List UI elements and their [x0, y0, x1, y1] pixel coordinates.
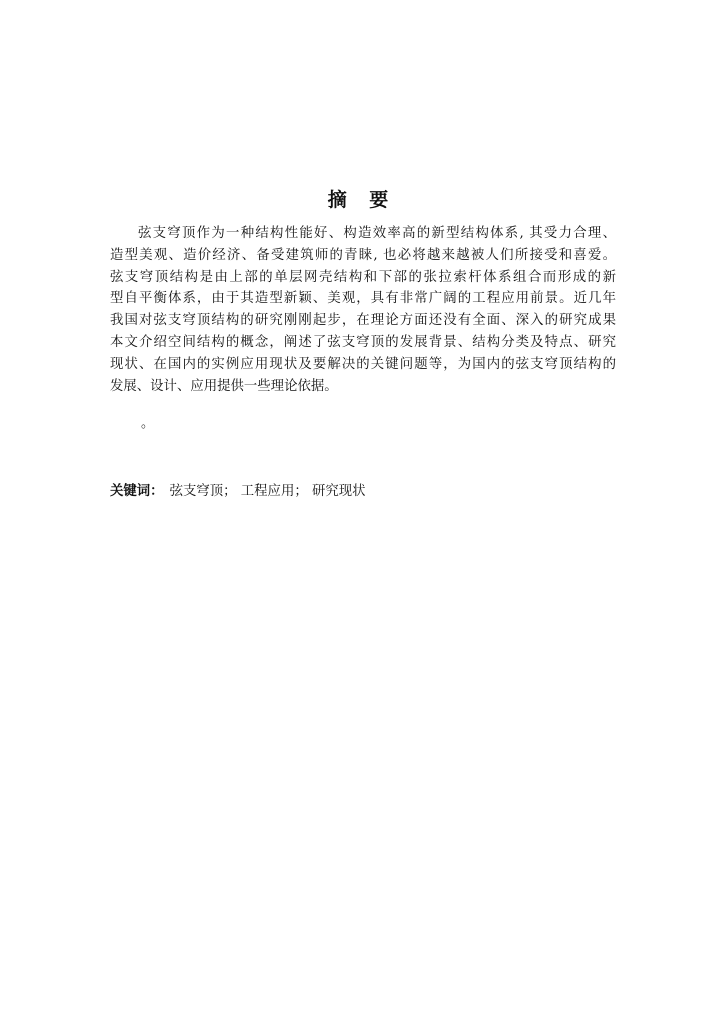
keywords-text: 弦支穹顶； 工程应用； 研究现状 — [169, 484, 366, 499]
abstract-body — [110, 223, 616, 397]
abstract-line: 现状、在国内的实例应用现状及要解决的关键问题等，为国内的弦支穹顶结构的 — [110, 356, 616, 372]
abstract-line: 本文介绍空间结构的概念，阐述了弦支穹顶的发展背景、结构分类及特点、研究 — [110, 334, 616, 350]
keywords-label: 关键词： — [110, 483, 164, 499]
abstract-line: 造型美观、造价经济、备受建筑师的青睐, 也必将越来越被人们所接受和喜爱。 — [110, 247, 616, 263]
abstract-line: 弦支穹顶作为一种结构性能好、构造效率高的新型结构体系, 其受力合理、 — [138, 226, 616, 241]
abstract-line: 我国对弦支穹顶结构的研究刚刚起步，在理论方面还没有全面、深入的研究成果 — [110, 313, 616, 329]
abstract-line: 发展、设计、应用提供一些理论依据。 — [110, 378, 338, 394]
keywords-line — [110, 482, 366, 501]
abstract-line: 型自平衡体系，由于其造型新颖、美观，具有非常广阔的工程应用前景。近几年 — [110, 291, 616, 307]
stray-punctuation: 。 — [141, 416, 155, 431]
abstract-line: 弦支穹顶结构是由上部的单层网壳结构和下部的张拉索杆体系组合而形成的新 — [110, 269, 616, 285]
abstract-title: 摘 要 — [327, 189, 397, 211]
